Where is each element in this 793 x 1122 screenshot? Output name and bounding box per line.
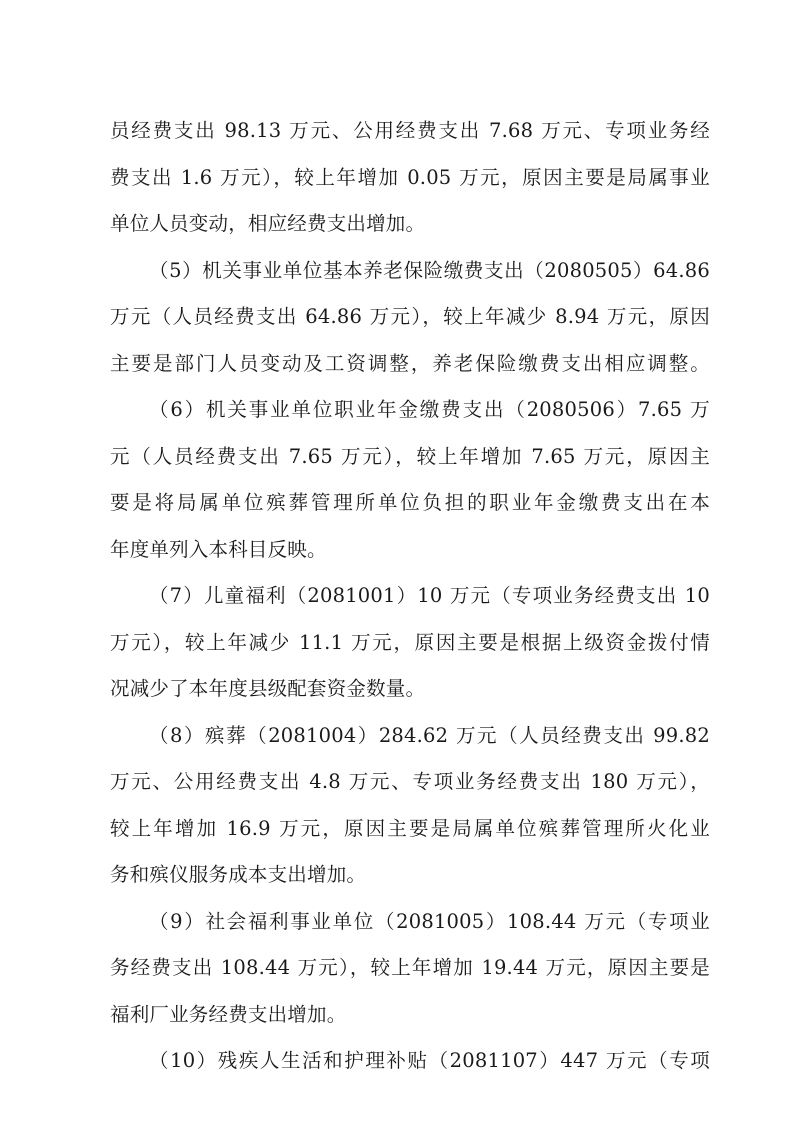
paragraph-9-first-line: （9）社会福利事业单位（2081005）108.44 万元（专项业 [149, 910, 710, 933]
text-line: 况减少了本年度县级配套资金数量。 [110, 677, 426, 700]
text-line: 务和殡仪服务成本支出增加。 [110, 863, 367, 886]
text-line: 福利厂业务经费支出增加。 [110, 1003, 347, 1026]
paragraph-7-first-line: （7）儿童福利（2081001）10 万元（专项业务经费支出 10 [149, 584, 710, 607]
paragraph-10-first-line: （10）残疾人生活和护理补贴（2081107）447 万元（专项 [149, 1049, 710, 1072]
text-line: 万元），较上年减少 11.1 万元，原因主要是根据上级资金拨付情 [110, 631, 710, 654]
text-line: 元（人员经费支出 7.65 万元），较上年增加 7.65 万元，原因主 [110, 445, 710, 468]
text-line: 主要是部门人员变动及工资调整，养老保险缴费支出相应调整。 [110, 352, 710, 375]
text-line: 费支出 1.6 万元），较上年增加 0.05 万元，原因主要是局属事业 [110, 166, 710, 189]
text-line: 年度单列入本科目反映。 [110, 538, 327, 561]
text-line: 万元（人员经费支出 64.86 万元），较上年减少 8.94 万元，原因 [110, 305, 710, 328]
paragraph-8-first-line: （8）殡葬（2081004）284.62 万元（人员经费支出 99.82 [149, 724, 710, 747]
text-line: 万元、公用经费支出 4.8 万元、专项业务经费支出 180 万元）， [110, 770, 710, 793]
text-line: 务经费支出 108.44 万元），较上年增加 19.44 万元，原因主要是 [110, 956, 710, 979]
text-line: 较上年增加 16.9 万元，原因主要是局属单位殡葬管理所火化业 [110, 817, 710, 840]
paragraph-5-first-line: （5）机关事业单位基本养老保险缴费支出（2080505）64.86 [149, 259, 710, 282]
paragraph-6-first-line: （6）机关事业单位职业年金缴费支出（2080506）7.65 万 [149, 398, 710, 421]
text-line: 单位人员变动，相应经费支出增加。 [110, 212, 426, 235]
text-line: 要是将局属单位殡葬管理所单位负担的职业年金缴费支出在本 [110, 491, 710, 514]
text-line: 员经费支出 98.13 万元、公用经费支出 7.68 万元、专项业务经 [110, 119, 710, 142]
